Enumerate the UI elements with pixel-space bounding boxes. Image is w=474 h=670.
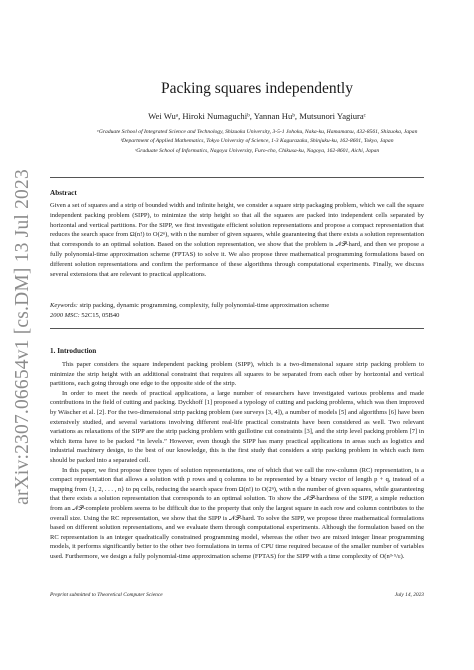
section-title: 1. Introduction	[50, 347, 97, 355]
paragraph: In this paper, we first propose three types of solution representations, one of which that we call the row-column (RC) representation, is a compact representation that allows a solution with p rows and q columns to be represented by a binary vector of length p + q, instead of a mapping from {1, 2, . . . , n} to pq cells, reducing the search space from Ω(n!) to O(2ⁿ), with n the number of given squares, while guaranteeing that there exists a solution representation that corresponds to an optimal solution. To show the 𝒩𝒫-hardness of the SIPP, a simple reduction from an 𝒩𝒫-complete problem seems to be difficult due to the property that only the largest square in each row and column contributes to the overall size. Using the RC representation, we show that the SIPP is 𝒩𝒫-hard. To solve the SIPP, we propose three mathematical formulations based on different solution representations, and we evaluate them through computational experiments. Although the formulation based on the RC representation is an integer quadratically constrained programming model, whereas the other two are mixed integer linear programming models, it performs significantly better to the other two formulations in terms of CPU time required because of the smaller number of variables used. Furthermore, we design a fully polynomial-time approximation scheme (FPTAS) for the SIPP with a time complexity of O(n³⋅⁵/ε).	[50, 466, 424, 560]
arxiv-identifier-stamp	[8, 165, 38, 510]
author-list: Wei Wuᵃ, Hiroki Numaguchiᵇ, Yannan Huᵇ, Mutsunori Yagiuraᶜ	[148, 111, 366, 121]
paragraph: This paper considers the square independent packing problem (SIPP), which is a two-dimensional square strip packing problem to minimize the strip height with an additional constraint that requires all squares to be separated from each other by horizontal and vertical partitions, each going through one edge to the opposite side of the strip.	[50, 361, 424, 388]
affiliation-list	[50, 128, 464, 156]
arxiv-identifier-text: arXiv:2307.06654v1 [cs.DM] 13 Jul 2023	[12, 169, 33, 505]
introduction-body	[50, 360, 424, 561]
footer-journal: Preprint submitted to Theoretical Computer Science	[50, 592, 163, 598]
paragraph: In order to meet the needs of practical applications, a large number of researchers have investigated various problems and made contributions in the field of cutting and packing. Dyckhoff [1] proposed a typology of cutting and packing problems, which was then improved by Wäscher et al. [2]. For the two-dimensional strip packing problem (see surveys [3, 4]), a number of models [5] and algorithms [6] have been extensively studied, and several variations involving different real-life practical constraints have been considered as well. Two relevant variations as relaxations of the SIPP are the strip packing problem with guillotine cut constraints [3], and the strip level packing problem [7] in which items have to be packed “in levels.” However, even though the SIPP has many practical applications in areas such as logistics and industrial machinery design, to the best of our knowledge, this is the first study that considers a strip packing problem in which each item should be packed into a separated cell.	[50, 389, 424, 464]
top-divider	[50, 177, 424, 178]
affiliation-b: ᵇDepartment of Applied Mathematics, Tokyo University of Science, 1-3 Kagurazaka, Shinjuku-ku, 162-8601, Tokyo, Japan	[120, 138, 394, 145]
keywords-label: Keywords:	[50, 302, 78, 309]
affiliation-a: ᵃGraduate School of Integrated Science and Technology, Shizuoka University, 3-5-1 Johoku, Naka-ku, Hamamatsu, 432-8561, Shizuoka, Japan	[96, 129, 418, 135]
abstract-text: Given a set of squares and a strip of bounded width and infinite height, we consider a square strip packaging problem, which we call the square independent packing problem (SIPP), to minimize the strip height so that all the squares are packed into independent cells separated by horizontal and vertical partitions. For the SIPP, we first investigate efficient solution representations and propose a compact representation that reduces the search space from Ω(n!) to O(2ⁿ), with n the number of given squares, while guaranteeing that there exists a solution representation that corresponds to an optimal solution. Based on the solution representation, we show that the problem is 𝒩𝒫-hard, and then we propose a fully polynomial-time approximation scheme (FPTAS) to solve it. We also propose three mathematical programming formulations based on different solution representations and confirm the performance of these algorithms through computational experiments. Finally, we discuss several extensions that are relevant to practical applications.	[50, 202, 424, 278]
msc-text: 52C15, 05B40	[81, 311, 120, 319]
abstract-heading: Abstract	[50, 189, 77, 197]
msc-line	[50, 311, 424, 321]
keywords-text: strip packing, dynamic programming, complexity, fully polynomial-time approximation scheme	[79, 302, 330, 309]
keywords-block	[50, 301, 424, 321]
footer-date: July 14, 2023	[394, 592, 424, 598]
msc-label: 2000 MSC:	[50, 311, 80, 319]
affiliation-c: ᶜGraduate School of Informatics, Nagoya University, Furo-cho, Chikusa-ku, Nagoya, 162-8601, Aichi, Japan	[134, 147, 380, 154]
page-footer	[50, 592, 424, 598]
keywords-line	[50, 301, 424, 311]
paper-title: Packing squares independently	[161, 80, 353, 97]
bottom-divider	[50, 328, 424, 329]
